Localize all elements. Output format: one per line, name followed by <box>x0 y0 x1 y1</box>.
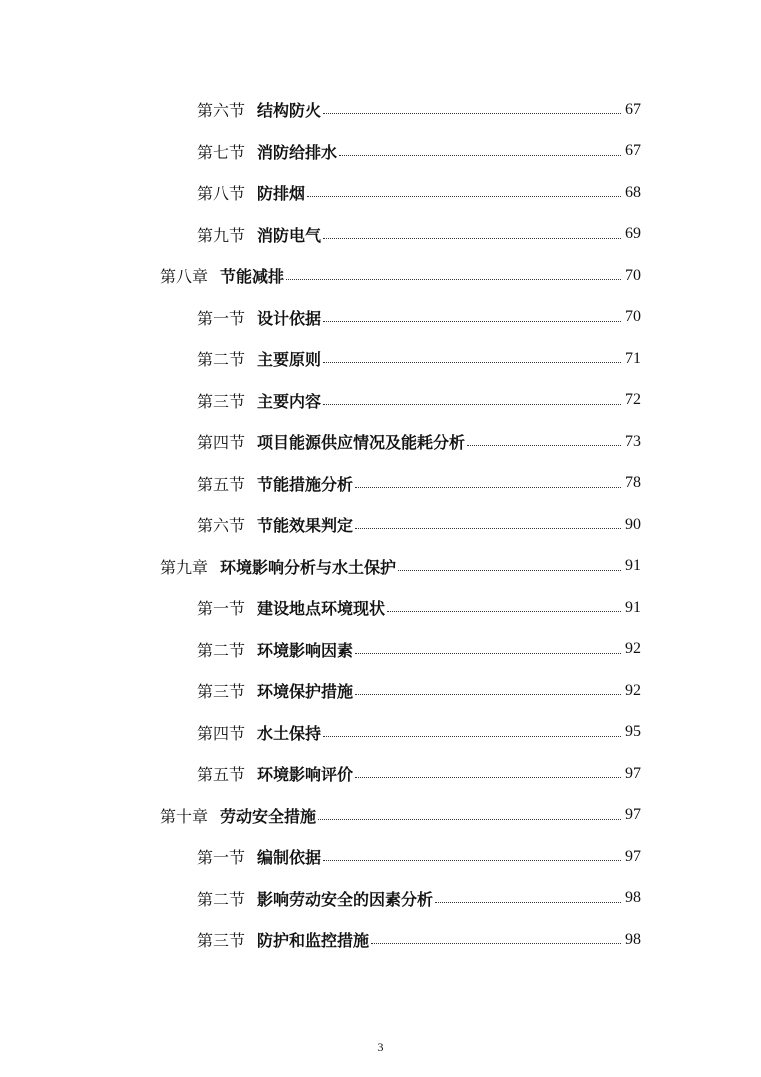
toc-entry-number: 第六节 <box>197 516 246 536</box>
toc-section-entry[interactable] <box>0 214 641 256</box>
toc-entry-page: 98 <box>625 930 641 948</box>
toc-entry-title: 环境影响评价 <box>257 765 354 785</box>
toc-entry-title: 环境保护措施 <box>257 682 354 702</box>
toc-entry-page: 97 <box>625 764 641 782</box>
toc-entry-number: 第九节 <box>197 225 246 245</box>
toc-entry-page: 98 <box>625 889 641 907</box>
toc-entry-number: 第二节 <box>197 640 246 660</box>
toc-entry-page: 91 <box>625 557 641 575</box>
toc-entry-page: 95 <box>625 723 641 741</box>
dot-leader <box>398 570 621 571</box>
toc-entry-number: 第二节 <box>197 350 246 370</box>
toc-entry-title: 防排烟 <box>257 184 306 204</box>
toc-entry-title: 消防给排水 <box>257 142 338 162</box>
dot-leader <box>323 113 621 114</box>
toc-entry-title: 设计依据 <box>257 308 322 328</box>
toc-section-entry[interactable] <box>0 629 641 671</box>
toc-entry-page: 73 <box>625 432 641 450</box>
page-number: 3 <box>377 1040 384 1054</box>
toc-entry-title: 防护和监控措施 <box>257 931 370 951</box>
toc-section-entry[interactable] <box>0 836 641 878</box>
toc-section-entry[interactable] <box>0 712 641 754</box>
toc-entry-page: 91 <box>625 598 641 616</box>
toc-entry-title: 消防电气 <box>257 225 322 245</box>
dot-leader <box>387 611 621 612</box>
dot-leader <box>355 528 621 529</box>
dot-leader <box>323 321 621 322</box>
dot-leader <box>355 653 621 654</box>
toc-entry-number: 第九章 <box>160 557 209 577</box>
table-of-contents <box>0 89 761 961</box>
dot-leader <box>355 487 621 488</box>
toc-entry-number: 第一节 <box>197 599 246 619</box>
toc-entry-page: 92 <box>625 640 641 658</box>
toc-entry-number: 第一节 <box>197 308 246 328</box>
toc-entry-number: 第六节 <box>197 101 246 121</box>
toc-entry-title: 结构防火 <box>257 101 322 121</box>
toc-entry-number: 第十章 <box>160 806 209 826</box>
toc-entry-title: 建设地点环境现状 <box>257 599 386 619</box>
toc-entry-page: 67 <box>625 142 641 160</box>
toc-chapter-entry[interactable] <box>0 546 641 588</box>
toc-section-entry[interactable] <box>0 172 641 214</box>
toc-entry-page: 90 <box>625 515 641 533</box>
toc-entry-number: 第七节 <box>197 142 246 162</box>
toc-section-entry[interactable] <box>0 338 641 380</box>
toc-entry-number: 第四节 <box>197 433 246 453</box>
toc-entry-number: 第三节 <box>197 931 246 951</box>
toc-entry-title: 水土保持 <box>257 723 322 743</box>
toc-entry-title: 主要原则 <box>257 350 322 370</box>
toc-entry-page: 97 <box>625 806 641 824</box>
toc-section-entry[interactable] <box>0 878 641 920</box>
toc-entry-page: 70 <box>625 308 641 326</box>
toc-entry-title: 劳动安全措施 <box>220 806 317 826</box>
toc-entry-page: 68 <box>625 183 641 201</box>
dot-leader <box>318 819 621 820</box>
toc-section-entry[interactable] <box>0 753 641 795</box>
toc-entry-page: 92 <box>625 681 641 699</box>
toc-entry-page: 72 <box>625 391 641 409</box>
toc-entry-page: 70 <box>625 266 641 284</box>
toc-entry-title: 节能措施分析 <box>257 474 354 494</box>
dot-leader <box>323 404 621 405</box>
dot-leader <box>307 196 621 197</box>
dot-leader <box>323 860 621 861</box>
toc-entry-number: 第一节 <box>197 848 246 868</box>
toc-entry-title: 项目能源供应情况及能耗分析 <box>257 433 466 453</box>
dot-leader <box>435 902 621 903</box>
toc-entry-title: 节能减排 <box>220 267 285 287</box>
toc-entry-page: 71 <box>625 349 641 367</box>
toc-entry-page: 69 <box>625 225 641 243</box>
dot-leader <box>323 362 621 363</box>
dot-leader <box>467 445 621 446</box>
dot-leader <box>355 694 621 695</box>
dot-leader <box>355 777 621 778</box>
toc-entry-title: 环境影响因素 <box>257 640 354 660</box>
toc-entry-number: 第八章 <box>160 267 209 287</box>
toc-section-entry[interactable] <box>0 670 641 712</box>
toc-entry-number: 第四节 <box>197 723 246 743</box>
toc-entry-page: 67 <box>625 100 641 118</box>
toc-section-entry[interactable] <box>0 463 641 505</box>
toc-section-entry[interactable] <box>0 131 641 173</box>
toc-section-entry[interactable] <box>0 380 641 422</box>
toc-section-entry[interactable] <box>0 587 641 629</box>
dot-leader <box>286 279 621 280</box>
toc-entry-number: 第五节 <box>197 474 246 494</box>
dot-leader <box>339 155 621 156</box>
toc-entry-title: 主要内容 <box>257 391 322 411</box>
dot-leader <box>371 943 621 944</box>
toc-section-entry[interactable] <box>0 919 641 961</box>
toc-entry-number: 第五节 <box>197 765 246 785</box>
toc-entry-page: 78 <box>625 474 641 492</box>
toc-entry-title: 影响劳动安全的因素分析 <box>257 889 434 909</box>
dot-leader <box>323 238 621 239</box>
toc-section-entry[interactable] <box>0 504 641 546</box>
toc-section-entry[interactable] <box>0 297 641 339</box>
toc-section-entry[interactable] <box>0 421 641 463</box>
toc-entry-number: 第八节 <box>197 184 246 204</box>
toc-entry-page: 97 <box>625 847 641 865</box>
toc-entry-number: 第三节 <box>197 391 246 411</box>
toc-entry-number: 第二节 <box>197 889 246 909</box>
dot-leader <box>323 736 621 737</box>
toc-entry-title: 编制依据 <box>257 848 322 868</box>
toc-chapter-entry[interactable] <box>0 255 641 297</box>
toc-entry-title: 环境影响分析与水土保护 <box>220 557 397 577</box>
toc-entry-number: 第三节 <box>197 682 246 702</box>
toc-entry-title: 节能效果判定 <box>257 516 354 536</box>
toc-section-entry[interactable] <box>0 89 641 131</box>
toc-chapter-entry[interactable] <box>0 795 641 837</box>
